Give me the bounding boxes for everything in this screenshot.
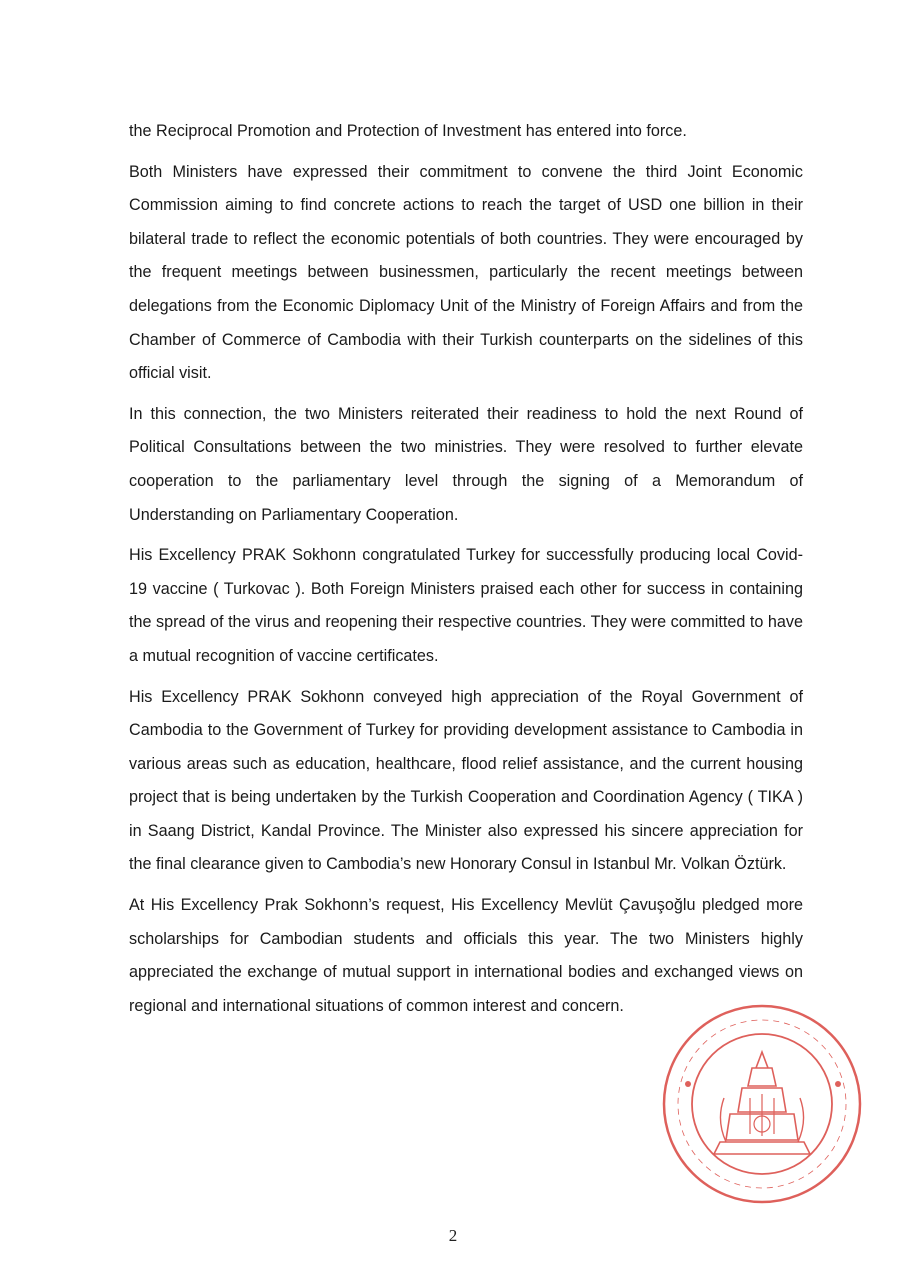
- paragraph-4: His Excellency PRAK Sokhonn congratulated Turkey for successfully producing local Covid-19 vaccine ( Turkovac ). Both Foreign Ministers praised each other for success in containing the spread of the virus and reopening their respective countries. They were committed to have a mutual recognition of vaccine certificates.: [129, 546, 803, 665]
- paragraph-3: In this connection, the two Ministers reiterated their readiness to hold the next Round of Political Consultations between the two ministries. They were resolved to further elevate cooperation to the parliamentary level through the signing of a Memorandum of Understanding on Parliamentary Cooperation.: [129, 404, 803, 524]
- paragraph-5: His Excellency PRAK Sokhonn conveyed high appreciation of the Royal Government of Cambodia to the Government of Turkey for providing development assistance to Cambodia in various areas such as education, healthcare, flood relief assistance, and the current housing project that is being undertaken by the Turkish Cooperation and Coordination Agency ( TIKA ) in Saang District, Kandal Province. The Minister also expressed his sincere appreciation for the final clearance given to Cambodia’s new Honorary Consul in Istanbul Mr. Volkan Öztürk.: [129, 687, 803, 874]
- paragraph-2: Both Ministers have expressed their commitment to convene the third Joint Economic Commission aiming to find concrete actions to reach the target of USD one billion in their bilateral trade to reflect the economic potentials of both countries. They were encouraged by the frequent meetings between businessmen, particularly the recent meetings between delegations from the Economic Diplomacy Unit of the Ministry of Foreign Affairs and from the Chamber of Commerce of Cambodia with their Turkish counterparts on the sidelines of this official visit.: [129, 162, 803, 383]
- paragraph-1: the Reciprocal Promotion and Protection of Investment has entered into force.: [129, 122, 687, 140]
- official-seal: [660, 1002, 865, 1207]
- document-body: [129, 115, 803, 1030]
- paragraph-6: At His Excellency Prak Sokhonn’s request, His Excellency Mevlüt Çavuşoğlu pledged more scholarships for Cambodian students and officials this year. The two Ministers highly appreciated the exchange of mutual support in international bodies and exchanged views on regional and international situations of common interest and concern.: [129, 896, 803, 1015]
- page-number: 2: [448, 1226, 458, 1245]
